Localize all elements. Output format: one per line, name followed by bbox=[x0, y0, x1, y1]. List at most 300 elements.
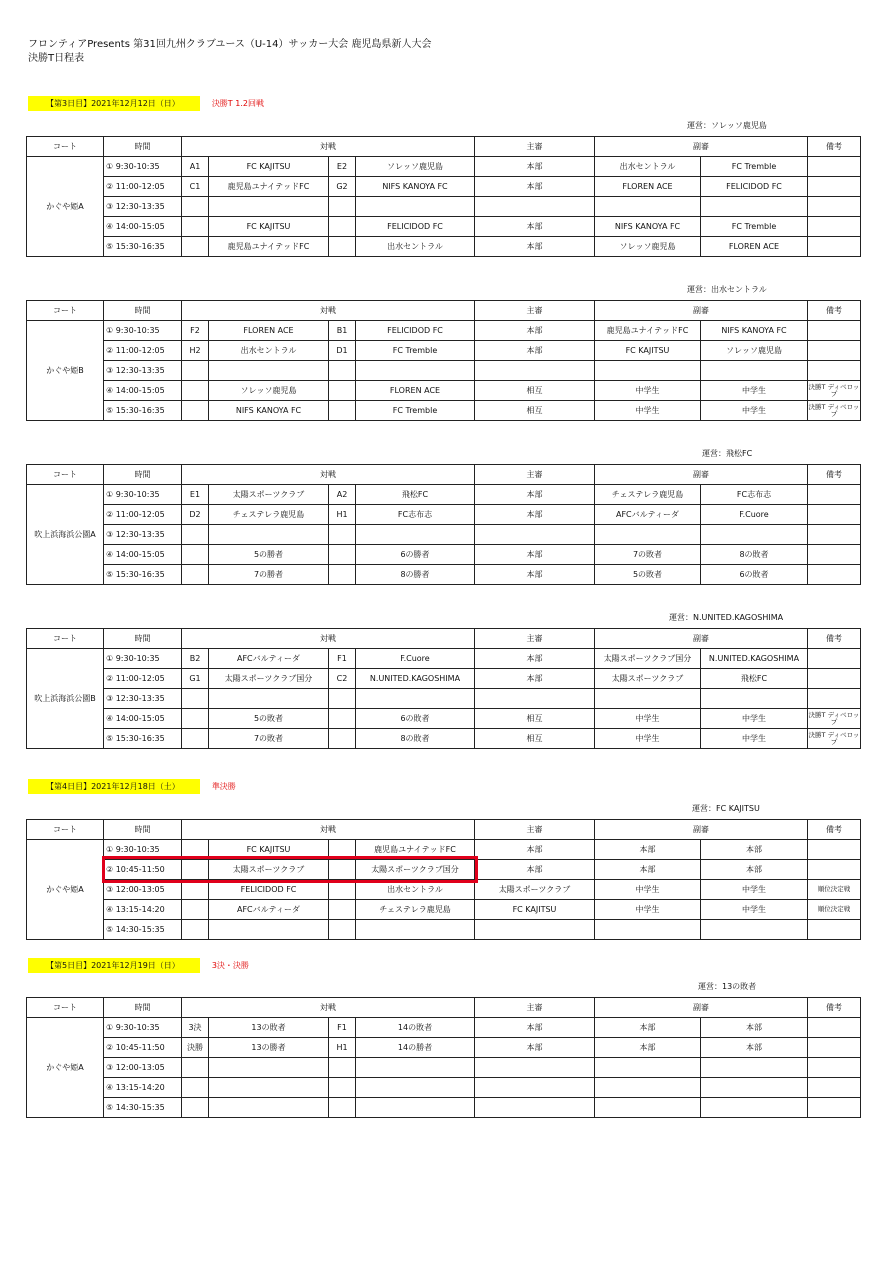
header-match: 対戦 bbox=[182, 820, 475, 840]
time-slot: ③ 12:00-13:05 bbox=[104, 1058, 182, 1078]
team-1: FLOREN ACE bbox=[209, 321, 329, 341]
match-code-1 bbox=[182, 525, 209, 545]
assistant-referee-1: 本部 bbox=[595, 1038, 701, 1058]
match-code-1 bbox=[182, 900, 209, 920]
header-row bbox=[27, 629, 861, 649]
operator-label: 運営：飛松FC bbox=[702, 449, 753, 458]
operator-label: 運営：ソレッソ鹿児島 bbox=[687, 121, 767, 130]
assistant-referee-1 bbox=[595, 920, 701, 940]
assistant-referee-1: 7の敗者 bbox=[595, 545, 701, 565]
team-2 bbox=[356, 361, 475, 381]
match-code-2 bbox=[329, 1078, 356, 1098]
operator-label: 運営：N.UNITED.KAGOSHIMA bbox=[669, 613, 784, 622]
operator-label: 運営：FC KAJITSU bbox=[692, 804, 760, 813]
time-slot: ④ 14:00-15:05 bbox=[104, 709, 182, 729]
day-header-5 bbox=[28, 958, 249, 973]
remarks bbox=[808, 1018, 861, 1038]
match-code-1: D2 bbox=[182, 505, 209, 525]
schedule-table bbox=[26, 300, 861, 421]
time-slot: ④ 14:00-15:05 bbox=[104, 545, 182, 565]
remarks bbox=[808, 321, 861, 341]
header-court: コート bbox=[27, 301, 104, 321]
remarks bbox=[808, 1058, 861, 1078]
main-referee: 本部 bbox=[475, 321, 595, 341]
match-code-2 bbox=[329, 729, 356, 749]
header-referee: 主審 bbox=[475, 629, 595, 649]
match-code-2: G2 bbox=[329, 177, 356, 197]
remarks bbox=[808, 217, 861, 237]
operator-label: 運営：13の敗者 bbox=[698, 982, 757, 991]
header-remarks: 備考 bbox=[808, 998, 861, 1018]
match-code-1 bbox=[182, 361, 209, 381]
remarks: 決勝T ディベロップ bbox=[808, 709, 861, 729]
team-2: 出水セントラル bbox=[356, 880, 475, 900]
remarks bbox=[808, 237, 861, 257]
assistant-referee-1 bbox=[595, 1078, 701, 1098]
team-1: 出水セントラル bbox=[209, 341, 329, 361]
match-code-2 bbox=[329, 920, 356, 940]
header-court: コート bbox=[27, 820, 104, 840]
time-slot: ⑤ 15:30-16:35 bbox=[104, 729, 182, 749]
assistant-referee-2: 本部 bbox=[701, 860, 808, 880]
time-slot: ① 9:30-10:35 bbox=[104, 840, 182, 860]
assistant-referee-1: 本部 bbox=[595, 860, 701, 880]
table-row bbox=[27, 689, 861, 709]
main-referee: FC KAJITSU bbox=[475, 900, 595, 920]
main-referee: 本部 bbox=[475, 505, 595, 525]
team-1: 太陽スポーツクラブ bbox=[209, 860, 329, 880]
table-row bbox=[27, 381, 861, 401]
header-assistant: 副審 bbox=[595, 137, 808, 157]
main-referee: 本部 bbox=[475, 341, 595, 361]
team-1: 太陽スポーツクラブ国分 bbox=[209, 669, 329, 689]
time-slot: ⑤ 14:30-15:35 bbox=[104, 1098, 182, 1118]
header-match: 対戦 bbox=[182, 465, 475, 485]
main-referee bbox=[475, 197, 595, 217]
header-remarks: 備考 bbox=[808, 629, 861, 649]
time-slot: ② 11:00-12:05 bbox=[104, 505, 182, 525]
assistant-referee-1: 出水セントラル bbox=[595, 157, 701, 177]
assistant-referee-2: FELICIDOD FC bbox=[701, 177, 808, 197]
time-slot: ⑤ 14:30-15:35 bbox=[104, 920, 182, 940]
match-code-1: F2 bbox=[182, 321, 209, 341]
header-time: 時間 bbox=[104, 629, 182, 649]
table-row bbox=[27, 485, 861, 505]
remarks bbox=[808, 157, 861, 177]
time-slot: ③ 12:30-13:35 bbox=[104, 361, 182, 381]
header-referee: 主審 bbox=[475, 998, 595, 1018]
table-row bbox=[27, 669, 861, 689]
match-code-1 bbox=[182, 689, 209, 709]
time-slot: ① 9:30-10:35 bbox=[104, 649, 182, 669]
match-code-1 bbox=[182, 565, 209, 585]
assistant-referee-1: チェステレラ鹿児島 bbox=[595, 485, 701, 505]
team-2: 鹿児島ユナイテッドFC bbox=[356, 840, 475, 860]
remarks bbox=[808, 361, 861, 381]
assistant-referee-2: ソレッソ鹿児島 bbox=[701, 341, 808, 361]
team-2 bbox=[356, 197, 475, 217]
team-1 bbox=[209, 1058, 329, 1078]
assistant-referee-2: 本部 bbox=[701, 1018, 808, 1038]
main-referee: 本部 bbox=[475, 545, 595, 565]
match-code-1 bbox=[182, 401, 209, 421]
team-2: 14の敗者 bbox=[356, 1018, 475, 1038]
assistant-referee-2 bbox=[701, 689, 808, 709]
assistant-referee-1 bbox=[595, 689, 701, 709]
table-row bbox=[27, 1058, 861, 1078]
team-2 bbox=[356, 1058, 475, 1078]
table-row bbox=[27, 709, 861, 729]
team-2: 飛松FC bbox=[356, 485, 475, 505]
table-row bbox=[27, 525, 861, 545]
assistant-referee-2: 中学生 bbox=[701, 401, 808, 421]
team-1 bbox=[209, 1078, 329, 1098]
assistant-referee-2: 中学生 bbox=[701, 729, 808, 749]
header-referee: 主審 bbox=[475, 137, 595, 157]
highlight-box bbox=[102, 856, 478, 883]
team-2: 8の敗者 bbox=[356, 729, 475, 749]
team-2: 8の勝者 bbox=[356, 565, 475, 585]
assistant-referee-2: 6の敗者 bbox=[701, 565, 808, 585]
assistant-referee-2 bbox=[701, 1058, 808, 1078]
remarks bbox=[808, 840, 861, 860]
team-1: 5の勝者 bbox=[209, 545, 329, 565]
team-2: FELICIDOD FC bbox=[356, 217, 475, 237]
time-slot: ③ 12:00-13:05 bbox=[104, 880, 182, 900]
match-code-1: G1 bbox=[182, 669, 209, 689]
match-code-2: F1 bbox=[329, 649, 356, 669]
match-code-2 bbox=[329, 197, 356, 217]
assistant-referee-2: 中学生 bbox=[701, 880, 808, 900]
team-2: F.Cuore bbox=[356, 649, 475, 669]
header-match: 対戦 bbox=[182, 998, 475, 1018]
table-row bbox=[27, 1098, 861, 1118]
table-row bbox=[27, 900, 861, 920]
assistant-referee-1: 中学生 bbox=[595, 401, 701, 421]
team-1: 鹿児島ユナイテッドFC bbox=[209, 237, 329, 257]
remarks bbox=[808, 505, 861, 525]
team-1: FC KAJITSU bbox=[209, 840, 329, 860]
assistant-referee-2 bbox=[701, 361, 808, 381]
table-row bbox=[27, 401, 861, 421]
main-referee bbox=[475, 1058, 595, 1078]
assistant-referee-1 bbox=[595, 525, 701, 545]
main-referee: 本部 bbox=[475, 669, 595, 689]
assistant-referee-1: 太陽スポーツクラブ国分 bbox=[595, 649, 701, 669]
time-slot: ④ 14:00-15:05 bbox=[104, 217, 182, 237]
remarks bbox=[808, 197, 861, 217]
assistant-referee-2: 8の敗者 bbox=[701, 545, 808, 565]
team-2: チェステレラ鹿児島 bbox=[356, 900, 475, 920]
time-slot: ② 10:45-11:50 bbox=[104, 1038, 182, 1058]
header-time: 時間 bbox=[104, 137, 182, 157]
team-2 bbox=[356, 1078, 475, 1098]
remarks: 順位決定戦 bbox=[808, 900, 861, 920]
team-2: FC志布志 bbox=[356, 505, 475, 525]
match-code-2 bbox=[329, 1098, 356, 1118]
match-code-2 bbox=[329, 217, 356, 237]
table-row bbox=[27, 729, 861, 749]
operator-label: 運営：出水セントラル bbox=[687, 285, 767, 294]
day-label: 【第4日目】2021年12月18日（土） bbox=[28, 779, 200, 794]
time-slot: ② 10:45-11:50 bbox=[104, 860, 182, 880]
assistant-referee-1: 中学生 bbox=[595, 381, 701, 401]
team-2 bbox=[356, 920, 475, 940]
main-referee: 本部 bbox=[475, 157, 595, 177]
match-code-2: C2 bbox=[329, 669, 356, 689]
assistant-referee-2: NIFS KANOYA FC bbox=[701, 321, 808, 341]
team-2: 6の勝者 bbox=[356, 545, 475, 565]
assistant-referee-1: 中学生 bbox=[595, 709, 701, 729]
table-row bbox=[27, 545, 861, 565]
table-row bbox=[27, 341, 861, 361]
team-2: FC Tremble bbox=[356, 341, 475, 361]
table-row bbox=[27, 237, 861, 257]
table-row bbox=[27, 1018, 861, 1038]
schedule-table bbox=[26, 997, 861, 1118]
header-row bbox=[27, 301, 861, 321]
team-1: 13の勝者 bbox=[209, 1038, 329, 1058]
assistant-referee-2: 本部 bbox=[701, 1038, 808, 1058]
court-name: 吹上浜海浜公園A bbox=[27, 485, 104, 585]
team-1: FELICIDOD FC bbox=[209, 880, 329, 900]
table-row bbox=[27, 505, 861, 525]
time-slot: ⑤ 15:30-16:35 bbox=[104, 401, 182, 421]
match-code-1 bbox=[182, 217, 209, 237]
main-referee: 本部 bbox=[475, 217, 595, 237]
assistant-referee-2: 中学生 bbox=[701, 381, 808, 401]
match-code-2 bbox=[329, 401, 356, 421]
court-name: かぐや姫B bbox=[27, 321, 104, 421]
time-slot: ① 9:30-10:35 bbox=[104, 321, 182, 341]
team-1: 7の敗者 bbox=[209, 729, 329, 749]
header-court: コート bbox=[27, 137, 104, 157]
team-2: N.UNITED.KAGOSHIMA bbox=[356, 669, 475, 689]
header-match: 対戦 bbox=[182, 137, 475, 157]
match-code-1: B2 bbox=[182, 649, 209, 669]
time-slot: ③ 12:30-13:35 bbox=[104, 197, 182, 217]
schedule-table bbox=[26, 628, 861, 749]
schedule-table bbox=[26, 136, 861, 257]
main-referee bbox=[475, 361, 595, 381]
assistant-referee-1: NIFS KANOYA FC bbox=[595, 217, 701, 237]
assistant-referee-2: FC Tremble bbox=[701, 217, 808, 237]
match-code-2: H1 bbox=[329, 1038, 356, 1058]
team-1 bbox=[209, 197, 329, 217]
remarks: 決勝T ディベロップ bbox=[808, 381, 861, 401]
main-referee: 本部 bbox=[475, 840, 595, 860]
remarks bbox=[808, 525, 861, 545]
table-row bbox=[27, 197, 861, 217]
main-referee: 本部 bbox=[475, 1018, 595, 1038]
team-2 bbox=[356, 525, 475, 545]
team-1: 5の敗者 bbox=[209, 709, 329, 729]
match-code-1 bbox=[182, 1078, 209, 1098]
match-code-1: E1 bbox=[182, 485, 209, 505]
match-code-1: 3決 bbox=[182, 1018, 209, 1038]
header-court: コート bbox=[27, 629, 104, 649]
header-match: 対戦 bbox=[182, 301, 475, 321]
assistant-referee-2: 中学生 bbox=[701, 900, 808, 920]
match-code-1 bbox=[182, 545, 209, 565]
table-row bbox=[27, 1038, 861, 1058]
title-line-2: 決勝T日程表 bbox=[28, 53, 85, 64]
team-1: FC KAJITSU bbox=[209, 157, 329, 177]
team-1: 7の勝者 bbox=[209, 565, 329, 585]
team-1: NIFS KANOYA FC bbox=[209, 401, 329, 421]
header-match: 対戦 bbox=[182, 629, 475, 649]
match-code-2 bbox=[329, 900, 356, 920]
team-2: ソレッソ鹿児島 bbox=[356, 157, 475, 177]
header-remarks: 備考 bbox=[808, 301, 861, 321]
main-referee: 本部 bbox=[475, 649, 595, 669]
match-code-1: H2 bbox=[182, 341, 209, 361]
assistant-referee-1: 中学生 bbox=[595, 880, 701, 900]
table-row bbox=[27, 361, 861, 381]
remarks bbox=[808, 1098, 861, 1118]
table-row bbox=[27, 321, 861, 341]
team-2: NIFS KANOYA FC bbox=[356, 177, 475, 197]
team-2: FC Tremble bbox=[356, 401, 475, 421]
header-referee: 主審 bbox=[475, 820, 595, 840]
main-referee: 太陽スポーツクラブ bbox=[475, 880, 595, 900]
header-time: 時間 bbox=[104, 820, 182, 840]
header-remarks: 備考 bbox=[808, 137, 861, 157]
team-1 bbox=[209, 1098, 329, 1118]
header-assistant: 副審 bbox=[595, 820, 808, 840]
remarks bbox=[808, 565, 861, 585]
remarks: 決勝T ディベロップ bbox=[808, 729, 861, 749]
time-slot: ③ 12:30-13:35 bbox=[104, 689, 182, 709]
team-1: 鹿児島ユナイテッドFC bbox=[209, 177, 329, 197]
assistant-referee-2: FC Tremble bbox=[701, 157, 808, 177]
header-time: 時間 bbox=[104, 998, 182, 1018]
court-name: かぐや姫A bbox=[27, 157, 104, 257]
assistant-referee-2: F.Cuore bbox=[701, 505, 808, 525]
time-slot: ① 9:30-10:35 bbox=[104, 485, 182, 505]
time-slot: ⑤ 15:30-16:35 bbox=[104, 237, 182, 257]
assistant-referee-1: 太陽スポーツクラブ bbox=[595, 669, 701, 689]
table-row bbox=[27, 177, 861, 197]
match-code-2 bbox=[329, 361, 356, 381]
header-remarks: 備考 bbox=[808, 820, 861, 840]
assistant-referee-1: ソレッソ鹿児島 bbox=[595, 237, 701, 257]
match-code-1 bbox=[182, 197, 209, 217]
match-code-2 bbox=[329, 709, 356, 729]
schedule-table bbox=[26, 464, 861, 585]
match-code-2 bbox=[329, 545, 356, 565]
team-2: FLOREN ACE bbox=[356, 381, 475, 401]
remarks bbox=[808, 485, 861, 505]
match-code-1: A1 bbox=[182, 157, 209, 177]
main-referee: 本部 bbox=[475, 565, 595, 585]
match-code-2: D1 bbox=[329, 341, 356, 361]
team-2: 14の勝者 bbox=[356, 1038, 475, 1058]
match-code-2: B1 bbox=[329, 321, 356, 341]
match-code-2: A2 bbox=[329, 485, 356, 505]
header-row bbox=[27, 137, 861, 157]
main-referee: 本部 bbox=[475, 485, 595, 505]
assistant-referee-1: FC KAJITSU bbox=[595, 341, 701, 361]
assistant-referee-1: FLOREN ACE bbox=[595, 177, 701, 197]
main-referee: 本部 bbox=[475, 177, 595, 197]
header-assistant: 副審 bbox=[595, 301, 808, 321]
assistant-referee-2: FLOREN ACE bbox=[701, 237, 808, 257]
match-code-1 bbox=[182, 920, 209, 940]
assistant-referee-1 bbox=[595, 361, 701, 381]
day-label: 【第5日目】2021年12月19日（日） bbox=[28, 958, 200, 973]
remarks bbox=[808, 177, 861, 197]
assistant-referee-1: 中学生 bbox=[595, 729, 701, 749]
team-1: 太陽スポーツクラブ bbox=[209, 485, 329, 505]
header-assistant: 副審 bbox=[595, 629, 808, 649]
time-slot: ② 11:00-12:05 bbox=[104, 669, 182, 689]
remarks bbox=[808, 1038, 861, 1058]
header-row bbox=[27, 465, 861, 485]
table-row bbox=[27, 920, 861, 940]
header-court: コート bbox=[27, 998, 104, 1018]
main-referee: 相互 bbox=[475, 729, 595, 749]
assistant-referee-1 bbox=[595, 197, 701, 217]
assistant-referee-2: FC志布志 bbox=[701, 485, 808, 505]
team-2: 6の敗者 bbox=[356, 709, 475, 729]
header-row bbox=[27, 998, 861, 1018]
remarks bbox=[808, 920, 861, 940]
assistant-referee-2 bbox=[701, 525, 808, 545]
team-2: FELICIDOD FC bbox=[356, 321, 475, 341]
assistant-referee-2: 中学生 bbox=[701, 709, 808, 729]
match-code-1 bbox=[182, 729, 209, 749]
main-referee: 本部 bbox=[475, 1038, 595, 1058]
match-code-2: F1 bbox=[329, 1018, 356, 1038]
match-code-2 bbox=[329, 237, 356, 257]
table-row bbox=[27, 649, 861, 669]
court-name: 吹上浜海浜公園B bbox=[27, 649, 104, 749]
assistant-referee-2: N.UNITED.KAGOSHIMA bbox=[701, 649, 808, 669]
team-2 bbox=[356, 1098, 475, 1118]
header-remarks: 備考 bbox=[808, 465, 861, 485]
header-row bbox=[27, 820, 861, 840]
header-time: 時間 bbox=[104, 301, 182, 321]
table-row bbox=[27, 217, 861, 237]
time-slot: ② 11:00-12:05 bbox=[104, 341, 182, 361]
time-slot: ⑤ 15:30-16:35 bbox=[104, 565, 182, 585]
court-name: かぐや姫A bbox=[27, 840, 104, 940]
match-code-2 bbox=[329, 565, 356, 585]
team-1: チェステレラ鹿児島 bbox=[209, 505, 329, 525]
assistant-referee-2 bbox=[701, 1098, 808, 1118]
assistant-referee-2 bbox=[701, 1078, 808, 1098]
time-slot: ③ 12:30-13:35 bbox=[104, 525, 182, 545]
day-header-3 bbox=[28, 96, 264, 111]
match-code-2: H1 bbox=[329, 505, 356, 525]
day-label: 【第3日目】2021年12月12日（日） bbox=[28, 96, 200, 111]
assistant-referee-1: AFCバルティーダ bbox=[595, 505, 701, 525]
time-slot: ④ 14:00-15:05 bbox=[104, 381, 182, 401]
main-referee bbox=[475, 920, 595, 940]
remarks bbox=[808, 545, 861, 565]
assistant-referee-2 bbox=[701, 920, 808, 940]
main-referee bbox=[475, 689, 595, 709]
table-row bbox=[27, 157, 861, 177]
match-code-1 bbox=[182, 381, 209, 401]
main-referee bbox=[475, 525, 595, 545]
match-code-2 bbox=[329, 525, 356, 545]
time-slot: ④ 13:15-14:20 bbox=[104, 1078, 182, 1098]
assistant-referee-1: 5の敗者 bbox=[595, 565, 701, 585]
match-code-1 bbox=[182, 1098, 209, 1118]
match-code-1: 決勝 bbox=[182, 1038, 209, 1058]
